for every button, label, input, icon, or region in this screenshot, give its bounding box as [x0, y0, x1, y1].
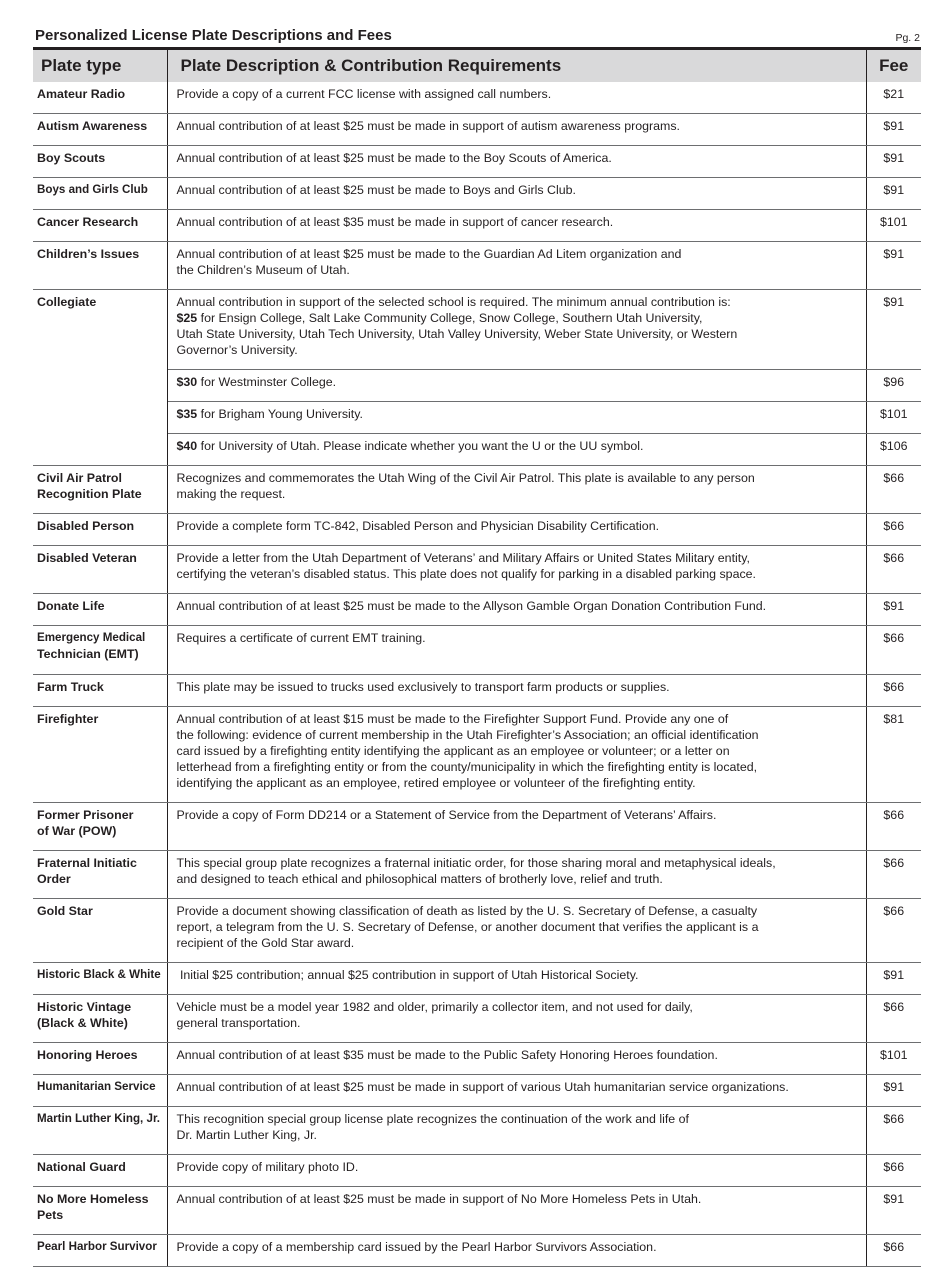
plate-fee: $66: [866, 1107, 921, 1155]
plate-fee: $66: [866, 466, 921, 514]
description-line: Dr. Martin Luther King, Jr.: [176, 1128, 317, 1142]
plate-fee: $66: [866, 995, 921, 1043]
plate-fee: $91: [866, 178, 921, 210]
plate-description: [167, 434, 866, 466]
plate-description: [167, 707, 866, 803]
minimum-contribution: $40: [176, 439, 198, 453]
table-row: [33, 114, 921, 146]
plate-type: [33, 466, 167, 514]
plate-type: Humanitarian Service: [33, 1075, 167, 1107]
plate-fee: $91: [866, 1187, 921, 1235]
column-header-fee: Fee: [866, 50, 921, 82]
plate-fee: $101: [866, 402, 921, 434]
plate-type: Autism Awareness: [33, 114, 167, 146]
plate-description: [167, 466, 866, 514]
plate-type: Children’s Issues: [33, 242, 167, 290]
plate-description: Annual contribution of at least $25 must be made in support of autism awareness programs.: [167, 114, 866, 146]
plate-type: [33, 803, 167, 851]
description-line: letterhead from a firefighting entity or from the county/municipality in which the firefighting entity is located,: [176, 760, 758, 774]
description-line: This recognition special group license plate recognizes the continuation of the work and life of: [176, 1112, 689, 1126]
plate-fee: $91: [866, 963, 921, 995]
description-line: This special group plate recognizes a fraternal initiatic order, for those sharing moral and metaphysical ideals,: [176, 856, 776, 870]
plate-type: Cancer Research: [33, 210, 167, 242]
description-text: for Brigham Young University.: [197, 407, 363, 421]
description-line: Annual contribution of at least $15 must be made to the Firefighter Support Fund. Provide any one of: [176, 712, 729, 726]
type-line: Former Prisoner: [37, 808, 134, 822]
page-number: Pg. 2: [895, 32, 920, 44]
plate-fee: $66: [866, 546, 921, 594]
plate-type: Amateur Radio: [33, 82, 167, 114]
plate-fee: $91: [866, 594, 921, 626]
description-line: recipient of the Gold Star award.: [176, 936, 355, 950]
plate-fee: $66: [866, 851, 921, 899]
description-line: Annual contribution in support of the selected school is required. The minimum annual contribution is:: [176, 295, 731, 309]
plate-type: Firefighter: [33, 707, 167, 803]
type-line: of War (POW): [37, 824, 117, 838]
plate-type: National Guard: [33, 1155, 167, 1187]
table-row: [33, 1235, 921, 1267]
minimum-contribution: $35: [176, 407, 198, 421]
type-line: Recognition Plate: [37, 487, 142, 501]
plate-description: Annual contribution of at least $25 must be made to the Allyson Gamble Organ Donation Contribution Fund.: [167, 594, 866, 626]
type-line: Pets: [37, 1208, 64, 1222]
plate-type: Farm Truck: [33, 675, 167, 707]
plate-description: Annual contribution of at least $25 must be made to the Boy Scouts of America.: [167, 146, 866, 178]
plate-description: Provide a complete form TC-842, Disabled Person and Physician Disability Certification.: [167, 514, 866, 546]
table-row: [33, 178, 921, 210]
plate-fee: $66: [866, 803, 921, 851]
plate-type: Honoring Heroes: [33, 1043, 167, 1075]
table-row: [33, 851, 921, 899]
plate-type: Historic Black & White: [33, 963, 167, 995]
description-line: making the request.: [176, 487, 286, 501]
description-line: the Children’s Museum of Utah.: [176, 263, 350, 277]
plate-description: Annual contribution of at least $35 must be made in support of cancer research.: [167, 210, 866, 242]
page-title: Personalized License Plate Descriptions and Fees: [35, 27, 392, 44]
table-row: [33, 707, 921, 803]
plate-description: Provide a copy of Form DD214 or a Statement of Service from the Department of Veterans’ Affairs.: [167, 803, 866, 851]
table-row: [33, 290, 921, 370]
plate-description: Requires a certificate of current EMT training.: [167, 626, 866, 675]
table-row: [33, 1187, 921, 1235]
table-row: [33, 1107, 921, 1155]
plate-fee: $91: [866, 146, 921, 178]
plate-description: Provide a copy of a membership card issued by the Pearl Harbor Survivors Association.: [167, 1235, 866, 1267]
table-row: [33, 466, 921, 514]
description-line: Vehicle must be a model year 1982 and older, primarily a collector item, and not used for daily,: [176, 1000, 693, 1014]
plate-fee: $66: [866, 675, 921, 707]
plate-fee: $91: [866, 290, 921, 370]
description-line: Provide a document showing classification of death as listed by the U. S. Secretary of Defense, a casualty: [176, 904, 758, 918]
plate-description: [167, 242, 866, 290]
plate-type: Pearl Harbor Survivor: [33, 1235, 167, 1267]
description-line: Governor’s University.: [176, 343, 298, 357]
plate-type: Martin Luther King, Jr.: [33, 1107, 167, 1155]
plate-description: [167, 995, 866, 1043]
table-row: [33, 546, 921, 594]
plate-type: Boys and Girls Club: [33, 178, 167, 210]
plate-type: Disabled Veteran: [33, 546, 167, 594]
plate-fee: $21: [866, 82, 921, 114]
table-row: [33, 434, 921, 466]
type-line: No More Homeless: [37, 1192, 149, 1206]
description-line: the following: evidence of current membership in the Utah Firefighter’s Association; an official identification: [176, 728, 759, 742]
plate-description: [167, 851, 866, 899]
table-row: [33, 514, 921, 546]
description-line: for Ensign College, Salt Lake Community College, Snow College, Southern Utah University,: [197, 311, 703, 325]
plate-type: [33, 851, 167, 899]
plate-description: Annual contribution of at least $25 must be made in support of No More Homeless Pets in Utah.: [167, 1187, 866, 1235]
description-line: Annual contribution of at least $25 must be made to the Guardian Ad Litem organization and: [176, 247, 682, 261]
plate-fee: $91: [866, 1075, 921, 1107]
plate-description: This plate may be issued to trucks used exclusively to transport farm products or supplies.: [167, 675, 866, 707]
plate-fee: $106: [866, 434, 921, 466]
type-line: Fraternal Initiatic: [37, 856, 137, 870]
plate-type: Collegiate: [33, 290, 167, 466]
plate-fee: $66: [866, 626, 921, 675]
description-line: identifying the applicant as an employee, retired employee or volunteer of the firefighting entity.: [176, 776, 696, 790]
table-row: [33, 242, 921, 290]
type-line: Historic Vintage: [37, 1000, 132, 1014]
minimum-contribution: $25: [176, 311, 198, 325]
plate-description: [167, 1107, 866, 1155]
plate-fee: $91: [866, 242, 921, 290]
plate-fee: $66: [866, 514, 921, 546]
plate-fee: $91: [866, 114, 921, 146]
column-header-plate-type: Plate type: [33, 50, 167, 82]
description-line: Recognizes and commemorates the Utah Wing of the Civil Air Patrol. This plate is available to any person: [176, 471, 755, 485]
plate-description: Initial $25 contribution; annual $25 contribution in support of Utah Historical Society.: [167, 963, 866, 995]
table-row: [33, 675, 921, 707]
plate-description: [167, 899, 866, 963]
plate-description: [167, 290, 866, 370]
table-row: [33, 1075, 921, 1107]
plate-description: Annual contribution of at least $25 must be made in support of various Utah humanitarian service organizations.: [167, 1075, 866, 1107]
type-line: Civil Air Patrol: [37, 471, 122, 485]
description-line: card issued by a firefighting entity identifying the applicant as an employee or volunteer; or a letter on: [176, 744, 730, 758]
description-text: for Westminster College.: [197, 375, 337, 389]
plate-type: [33, 995, 167, 1043]
table-row: [33, 82, 921, 114]
plate-fee: $96: [866, 370, 921, 402]
type-line: Order: [37, 872, 71, 886]
plate-description: [167, 370, 866, 402]
plate-description: Annual contribution of at least $25 must be made to Boys and Girls Club.: [167, 178, 866, 210]
plate-type: [33, 626, 167, 675]
plate-fee: $66: [866, 1235, 921, 1267]
description-text: for University of Utah. Please indicate whether you want the U or the UU symbol.: [197, 439, 644, 453]
table-row: [33, 803, 921, 851]
table-row: [33, 899, 921, 963]
table-row: [33, 402, 921, 434]
plate-type: Gold Star: [33, 899, 167, 963]
column-header-description: Plate Description & Contribution Requirements: [167, 50, 866, 82]
description-line: report, a telegram from the U. S. Secretary of Defense, or another document that verifies the applicant is a: [176, 920, 759, 934]
plate-description: Provide copy of military photo ID.: [167, 1155, 866, 1187]
plate-type: Disabled Person: [33, 514, 167, 546]
plate-fee-table: [33, 50, 921, 1267]
plate-description: [167, 546, 866, 594]
table-row: [33, 594, 921, 626]
description-line: general transportation.: [176, 1016, 301, 1030]
description-line: certifying the veteran’s disabled status. This plate does not qualify for parking in a disabled parking space.: [176, 567, 756, 581]
table-header-row: [33, 50, 921, 82]
description-line: and designed to teach ethical and philosophical matters of brotherly love, relief and truth.: [176, 872, 663, 886]
description-line: Utah State University, Utah Tech University, Utah Valley University, Weber State University, or Western: [176, 327, 738, 341]
table-row: [33, 1155, 921, 1187]
plate-fee: $81: [866, 707, 921, 803]
table-row: [33, 626, 921, 675]
minimum-contribution: $30: [176, 375, 198, 389]
plate-fee: $101: [866, 210, 921, 242]
table-row: [33, 370, 921, 402]
table-row: [33, 146, 921, 178]
plate-type: [33, 1187, 167, 1235]
plate-type: Boy Scouts: [33, 146, 167, 178]
type-line: Technician (EMT): [37, 647, 139, 661]
plate-fee: $66: [866, 899, 921, 963]
plate-fee: $101: [866, 1043, 921, 1075]
plate-description: Provide a copy of a current FCC license with assigned call numbers.: [167, 82, 866, 114]
table-row: [33, 995, 921, 1043]
plate-description: [167, 402, 866, 434]
table-row: [33, 210, 921, 242]
table-row: [33, 1043, 921, 1075]
type-line: (Black & White): [37, 1016, 128, 1030]
type-line: Emergency Medical: [37, 631, 146, 644]
plate-type: Donate Life: [33, 594, 167, 626]
description-line: Provide a letter from the Utah Department of Veterans’ and Military Affairs or United States Military entity,: [176, 551, 750, 565]
plate-fee: $66: [866, 1155, 921, 1187]
plate-description: Annual contribution of at least $35 must be made to the Public Safety Honoring Heroes foundation.: [167, 1043, 866, 1075]
table-row: [33, 963, 921, 995]
